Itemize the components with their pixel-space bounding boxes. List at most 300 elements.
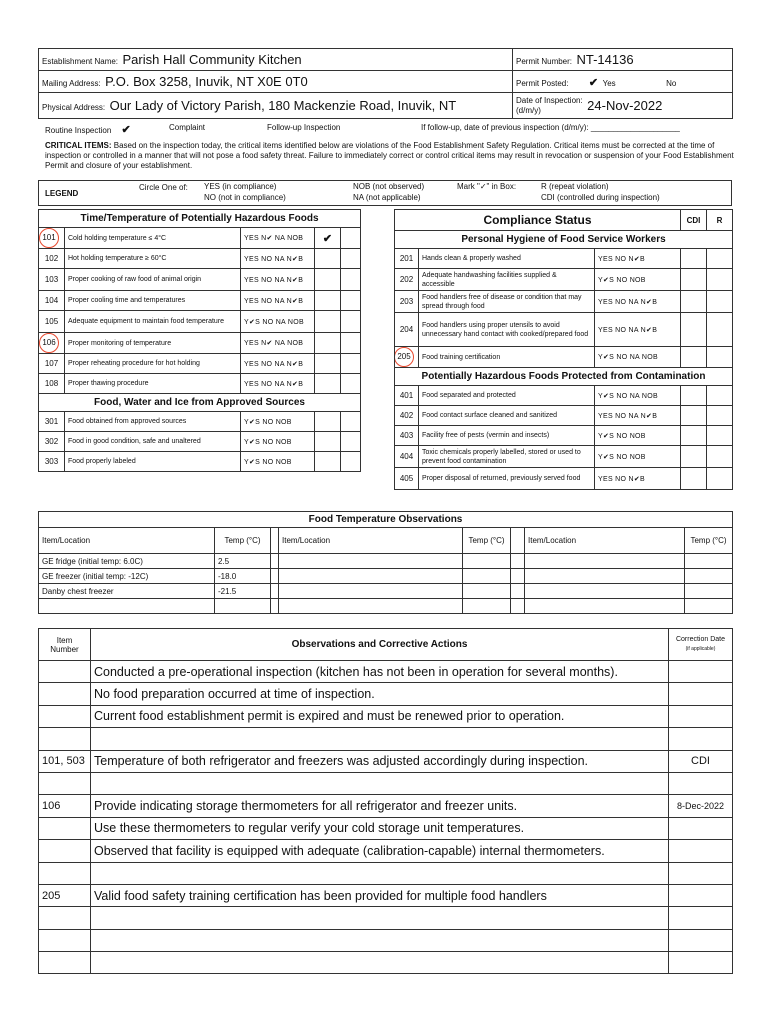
food-temp-row <box>39 599 733 614</box>
obs-text[interactable] <box>91 952 669 974</box>
obs-correction-date[interactable]: 8-Dec-2022 <box>669 795 733 817</box>
item-options[interactable]: YES NO NA N✔B <box>595 313 681 347</box>
compliance-item-401 <box>395 386 733 406</box>
item-options[interactable]: Y✔S NO NA NOB <box>595 386 681 406</box>
item-number <box>39 452 65 472</box>
item-number-text: 202 <box>399 275 414 284</box>
food-temp-empty-cell[interactable] <box>685 569 733 584</box>
section-title: Food, Water and Ice from Approved Sources <box>39 394 361 412</box>
food-temp-row <box>39 554 733 569</box>
food-temp-value[interactable]: -21.5 <box>215 584 271 599</box>
permit-posted-label: Permit Posted: <box>516 78 569 88</box>
item-number-text: 108 <box>44 379 59 388</box>
obs-correction-date[interactable] <box>669 705 733 727</box>
obs-item-number[interactable] <box>39 705 91 727</box>
item-options[interactable]: YES N✔ NA NOB <box>241 333 315 354</box>
food-temp-empty-cell[interactable] <box>525 584 685 599</box>
obs-correction-date[interactable] <box>669 907 733 929</box>
item-cdi-box[interactable] <box>315 249 341 269</box>
item-options[interactable]: YES NO NA N✔B <box>241 269 315 291</box>
item-options[interactable]: Y✔S NO NOB <box>595 269 681 291</box>
item-number-text: 106 <box>39 333 59 353</box>
item-options[interactable]: YES NO NA N✔B <box>241 249 315 269</box>
item-r-box[interactable] <box>341 228 361 249</box>
item-options[interactable]: Y✔S NO NA NOB <box>595 347 681 368</box>
legend <box>38 180 732 206</box>
compliance-item-402 <box>395 406 733 426</box>
item-r-box[interactable] <box>341 269 361 291</box>
permit-number-cell <box>513 49 733 71</box>
item-number <box>395 446 419 468</box>
item-number <box>39 269 65 291</box>
food-temp-value[interactable] <box>215 599 271 614</box>
permit-number[interactable]: NT-14136 <box>576 51 634 67</box>
food-temp-empty-cell[interactable] <box>271 584 279 599</box>
food-temp-empty-cell[interactable] <box>271 554 279 569</box>
item-description: Proper disposal of returned, previously served food <box>419 468 595 490</box>
date-format: (d/m/y) <box>516 105 541 115</box>
obs-correction-date[interactable] <box>669 862 733 884</box>
item-number <box>39 311 65 333</box>
obs-item-number[interactable] <box>39 952 91 974</box>
item-cdi-box[interactable] <box>315 432 341 452</box>
obs-correction-date[interactable] <box>669 772 733 794</box>
item-options[interactable]: YES NO N✔B <box>595 468 681 490</box>
compliance-item-204 <box>395 313 733 347</box>
food-temp-col-temp-2: Temp (°C) <box>463 528 511 554</box>
left-section-0 <box>39 210 377 394</box>
mailing-address[interactable]: P.O. Box 3258, Inuvik, NT X0E 0T0 <box>105 73 308 89</box>
observation-row <box>39 907 733 929</box>
compliance-table-left <box>38 209 377 472</box>
item-number-text: 302 <box>44 437 59 446</box>
compliance-item-205 <box>395 347 733 368</box>
item-options[interactable]: YES N✔ NA NOB <box>241 228 315 249</box>
food-temp-empty-cell[interactable] <box>525 569 685 584</box>
compliance-item-203 <box>395 291 733 313</box>
food-temp-col-item-1: Item/Location <box>39 528 215 554</box>
obs-item-number[interactable] <box>39 728 91 750</box>
item-cdi-box[interactable] <box>681 269 707 291</box>
item-cdi-box[interactable] <box>681 446 707 468</box>
item-r-box[interactable] <box>707 386 733 406</box>
establishment-label: Establishment Name: <box>42 56 119 66</box>
item-r-box[interactable] <box>341 452 361 472</box>
legend-nob: NOB (not observed) <box>353 182 425 191</box>
establishment-cell <box>39 49 513 71</box>
section-title: Personal Hygiene of Food Service Workers <box>395 231 733 249</box>
item-number-text: 401 <box>399 391 414 400</box>
food-temp-empty-cell[interactable] <box>463 599 511 614</box>
item-number <box>395 406 419 426</box>
permit-posted-cell <box>513 71 733 93</box>
physical-cell <box>39 93 513 119</box>
permit-posted-no: No <box>666 78 677 88</box>
compliance-item-102 <box>39 249 377 269</box>
complaint-label[interactable]: Complaint <box>169 123 206 132</box>
compliance-item-104 <box>39 291 377 311</box>
obs-correction-date[interactable]: CDI <box>669 750 733 772</box>
item-description: Proper cooking of raw food of animal origin <box>65 269 241 291</box>
food-temp-empty-cell[interactable] <box>463 554 511 569</box>
item-r-box[interactable] <box>341 249 361 269</box>
item-number-text: 103 <box>44 275 59 284</box>
item-number-text: 203 <box>399 297 414 306</box>
item-description: Food properly labeled <box>65 452 241 472</box>
observation-row <box>39 795 733 817</box>
item-cdi-box[interactable] <box>681 468 707 490</box>
section-title: Time/Temperature of Potentially Hazardous Foods <box>39 210 361 228</box>
item-cdi-box[interactable] <box>315 374 341 394</box>
food-temp-row <box>39 569 733 584</box>
item-number-text: 301 <box>44 417 59 426</box>
obs-col-date: Correction Date <box>675 636 726 643</box>
item-cdi-box[interactable]: ✔ <box>315 228 341 249</box>
physical-label: Physical Address: <box>42 102 106 112</box>
item-r-box[interactable] <box>707 426 733 446</box>
food-temp-empty-cell[interactable] <box>511 599 525 614</box>
food-temp-item[interactable]: GE fridge (initial temp: 6.0C) <box>39 554 215 569</box>
physical-address[interactable]: Our Lady of Victory Parish, 180 Mackenzie Road, Inuvik, NT <box>109 97 457 113</box>
date-cell <box>513 93 733 119</box>
food-temp-empty-cell[interactable] <box>685 554 733 569</box>
item-number <box>39 374 65 394</box>
item-number-text: 404 <box>399 452 414 461</box>
item-cdi-box[interactable] <box>681 426 707 446</box>
item-number <box>39 412 65 432</box>
routine-check[interactable]: ✔ <box>121 124 131 136</box>
obs-correction-date[interactable] <box>669 929 733 951</box>
item-number <box>395 291 419 313</box>
obs-text[interactable]: No food preparation occurred at time of inspection. <box>91 683 669 705</box>
obs-item-number[interactable] <box>39 907 91 929</box>
food-temp-col-temp-1: Temp (°C) <box>215 528 271 554</box>
establishment-name[interactable]: Parish Hall Community Kitchen <box>122 51 302 67</box>
item-options[interactable]: Y✔S NO NOB <box>595 446 681 468</box>
item-description: Food handlers using proper utensils to avoid unnecessary hand contact with cooked/prepared food <box>419 313 595 347</box>
mailing-label: Mailing Address: <box>42 78 101 88</box>
obs-item-number[interactable] <box>39 862 91 884</box>
legend-circle-one: Circle One of: <box>139 183 188 192</box>
item-cdi-box[interactable] <box>315 452 341 472</box>
item-r-box[interactable] <box>707 347 733 368</box>
obs-item-number[interactable] <box>39 661 91 683</box>
item-r-box[interactable] <box>341 333 361 354</box>
food-temp-empty-cell[interactable] <box>279 554 463 569</box>
obs-text[interactable]: Valid food safety training certification has been provided for multiple food handlers <box>91 884 669 906</box>
observation-row <box>39 661 733 683</box>
item-cdi-box[interactable] <box>315 291 341 311</box>
item-options[interactable]: Y✔S NO NOB <box>241 432 315 452</box>
obs-text[interactable] <box>91 772 669 794</box>
item-cdi-box[interactable] <box>315 412 341 432</box>
compliance-title-right: Compliance Status <box>395 210 681 231</box>
food-temp-col-item-3: Item/Location <box>525 528 685 554</box>
obs-text[interactable] <box>91 862 669 884</box>
item-number-text: 402 <box>399 411 414 420</box>
obs-item-number[interactable] <box>39 840 91 862</box>
legend-cdi: CDI (controlled during inspection) <box>541 193 660 202</box>
obs-item-number[interactable]: 101, 503 <box>39 750 91 772</box>
food-temp-empty-cell[interactable] <box>279 569 463 584</box>
item-number-text: 101 <box>39 228 59 248</box>
obs-text[interactable] <box>91 907 669 929</box>
item-number-text: 405 <box>399 474 414 483</box>
item-cdi-box[interactable] <box>681 406 707 426</box>
item-description: Food contact surface cleaned and sanitized <box>419 406 595 426</box>
obs-text[interactable]: Temperature of both refrigerator and freezers was adjusted accordingly during inspection. <box>91 750 669 772</box>
item-number <box>39 291 65 311</box>
critical-items-text: Based on the inspection today, the critical items identified below are violations of the Food Establishment Safety Regulation. Critical items must be corrected at the time of inspection or controlled in a manner that will not pose a food safety threat. Failure to immediately correct or control critical items may result in revocation or suspension of your Food Establishment Permit and closure of your establishment. <box>45 141 734 170</box>
item-options[interactable]: YES NO N✔B <box>595 249 681 269</box>
food-temp-item[interactable]: GE freezer (initial temp: -12C) <box>39 569 215 584</box>
item-number <box>39 432 65 452</box>
item-r-box[interactable] <box>707 291 733 313</box>
item-cdi-box[interactable] <box>315 333 341 354</box>
item-number <box>395 426 419 446</box>
food-temp-row <box>39 584 733 599</box>
observation-row <box>39 840 733 862</box>
observation-row <box>39 772 733 794</box>
compliance-item-106 <box>39 333 377 354</box>
obs-text[interactable] <box>91 728 669 750</box>
item-r-box[interactable] <box>707 313 733 347</box>
food-temp-table <box>38 511 733 614</box>
item-number <box>39 228 65 249</box>
item-options[interactable]: YES NO NA N✔B <box>241 354 315 374</box>
item-number <box>39 249 65 269</box>
item-cdi-box[interactable] <box>315 354 341 374</box>
item-number <box>395 386 419 406</box>
compliance-item-303 <box>39 452 377 472</box>
legend-label: LEGEND <box>45 189 79 198</box>
obs-col-item: Item Number <box>39 629 91 661</box>
item-cdi-box[interactable] <box>681 249 707 269</box>
legend-no: NO (not in compliance) <box>204 193 286 202</box>
item-number-text: 107 <box>44 359 59 368</box>
item-description: Food obtained from approved sources <box>65 412 241 432</box>
food-temp-item[interactable]: Danby chest freezer <box>39 584 215 599</box>
critical-items-label: CRITICAL ITEMS: <box>45 141 112 150</box>
item-options[interactable]: Y✔S NO NOB <box>595 426 681 446</box>
obs-text[interactable]: Provide indicating storage thermometers for all refrigerator and freezer units. <box>91 795 669 817</box>
item-number <box>395 313 419 347</box>
observation-row <box>39 929 733 951</box>
item-description: Proper monitoring of temperature <box>65 333 241 354</box>
item-r-box[interactable] <box>341 432 361 452</box>
item-cdi-box[interactable] <box>315 311 341 333</box>
food-temp-col-item-2: Item/Location <box>279 528 463 554</box>
legend-mark: Mark "✓" in Box: <box>457 182 517 191</box>
item-options[interactable]: YES NO NA N✔B <box>595 291 681 313</box>
item-number <box>395 249 419 269</box>
legend-yes: YES (in compliance) <box>204 182 277 191</box>
obs-correction-date[interactable] <box>669 840 733 862</box>
food-temp-empty-cell[interactable] <box>511 584 525 599</box>
compliance-item-103 <box>39 269 377 291</box>
item-description: Facility free of pests (vermin and insects) <box>419 426 595 446</box>
compliance-item-107 <box>39 354 377 374</box>
legend-r: R (repeat violation) <box>541 182 609 191</box>
food-temp-col-temp-3: Temp (°C) <box>685 528 733 554</box>
inspection-date[interactable]: 24-Nov-2022 <box>587 97 663 113</box>
item-r-box[interactable] <box>707 269 733 291</box>
item-description: Food training certification <box>419 347 595 368</box>
compliance-item-302 <box>39 432 377 452</box>
observation-row <box>39 817 733 839</box>
item-description: Food in good condition, safe and unaltered <box>65 432 241 452</box>
food-temp-empty-cell[interactable] <box>685 584 733 599</box>
obs-text[interactable]: Current food establishment permit is expired and must be renewed prior to operation. <box>91 705 669 727</box>
item-r-box[interactable] <box>707 406 733 426</box>
food-temp-empty-cell[interactable] <box>463 569 511 584</box>
obs-correction-date[interactable] <box>669 683 733 705</box>
followup-label[interactable]: Follow-up Inspection <box>267 123 341 132</box>
section-title: Potentially Hazardous Foods Protected from Contamination <box>395 368 733 386</box>
legend-na: NA (not applicable) <box>353 193 421 202</box>
routine-label: Routine Inspection <box>45 126 112 135</box>
item-cdi-box[interactable] <box>681 386 707 406</box>
item-r-box[interactable] <box>341 412 361 432</box>
item-description: Food handlers free of disease or condition that may spread through food <box>419 291 595 313</box>
item-cdi-box[interactable] <box>681 291 707 313</box>
critical-items-note <box>45 141 735 171</box>
item-description: Proper cooling time and temperatures <box>65 291 241 311</box>
permit-posted-yes: Yes <box>602 78 616 88</box>
date-label: Date of Inspection: <box>516 95 583 105</box>
item-number-text: 403 <box>399 431 414 440</box>
item-r-box[interactable] <box>707 468 733 490</box>
obs-text[interactable]: Use these thermometers to regular verify your cold storage unit temperatures. <box>91 817 669 839</box>
observation-row <box>39 705 733 727</box>
item-description: Toxic chemicals properly labelled, stored or used to prevent food contamination <box>419 446 595 468</box>
item-r-box[interactable] <box>707 446 733 468</box>
item-number-text: 105 <box>44 317 59 326</box>
obs-item-number[interactable] <box>39 683 91 705</box>
item-description: Hands clean & properly washed <box>419 249 595 269</box>
compliance-item-105 <box>39 311 377 333</box>
obs-correction-date[interactable] <box>669 952 733 974</box>
item-number-text: 104 <box>44 296 59 305</box>
observation-row <box>39 683 733 705</box>
obs-correction-date[interactable] <box>669 728 733 750</box>
item-r-box[interactable] <box>707 249 733 269</box>
item-number <box>39 333 65 354</box>
r-header-right: R <box>707 210 733 231</box>
obs-item-number[interactable]: 106 <box>39 795 91 817</box>
compliance-table-right <box>394 209 733 490</box>
item-number-text: 102 <box>44 254 59 263</box>
obs-col-date-sub: (if applicable) <box>685 646 716 652</box>
right-section-0 <box>395 231 733 368</box>
left-section-1 <box>39 394 377 472</box>
header-table <box>38 48 733 119</box>
item-options[interactable]: Y✔S NO NOB <box>241 412 315 432</box>
observation-row <box>39 750 733 772</box>
item-r-box[interactable] <box>341 291 361 311</box>
compliance-item-404 <box>395 446 733 468</box>
compliance-item-201 <box>395 249 733 269</box>
observation-row <box>39 952 733 974</box>
item-options[interactable]: Y✔S NO NOB <box>241 452 315 472</box>
permit-posted-check[interactable]: ✔ <box>588 76 599 89</box>
obs-text[interactable]: Conducted a pre-operational inspection (kitchen has not been in operation for several months). <box>91 661 669 683</box>
observations-table <box>38 628 733 974</box>
food-temp-item[interactable] <box>39 599 215 614</box>
item-number <box>395 468 419 490</box>
obs-correction-date[interactable] <box>669 884 733 906</box>
item-cdi-box[interactable] <box>315 269 341 291</box>
item-cdi-box[interactable] <box>681 347 707 368</box>
food-temp-empty-cell[interactable] <box>685 599 733 614</box>
item-number-text: 204 <box>399 325 414 334</box>
compliance-item-101 <box>39 228 377 249</box>
observation-row <box>39 728 733 750</box>
mailing-cell <box>39 71 513 93</box>
obs-text[interactable]: Observed that facility is equipped with adequate (calibration-capable) internal thermometers. <box>91 840 669 862</box>
food-temp-empty-cell[interactable] <box>279 599 463 614</box>
compliance-item-108 <box>39 374 377 394</box>
item-number <box>39 354 65 374</box>
obs-item-number[interactable]: 205 <box>39 884 91 906</box>
food-temp-empty-cell[interactable] <box>271 569 279 584</box>
item-r-box[interactable] <box>341 354 361 374</box>
observation-row <box>39 862 733 884</box>
obs-item-number[interactable] <box>39 929 91 951</box>
item-number-text: 303 <box>44 457 59 466</box>
obs-correction-date[interactable] <box>669 817 733 839</box>
food-temp-empty-cell[interactable] <box>271 599 279 614</box>
inspection-type-row <box>45 123 735 137</box>
food-temp-empty-cell[interactable] <box>463 584 511 599</box>
item-options[interactable]: YES NO NA N✔B <box>241 291 315 311</box>
item-description: Proper reheating procedure for hot holding <box>65 354 241 374</box>
item-description: Hot holding temperature ≥ 60°C <box>65 249 241 269</box>
item-r-box[interactable] <box>341 311 361 333</box>
food-temp-empty-cell[interactable] <box>279 584 463 599</box>
food-temp-value[interactable]: -18.0 <box>215 569 271 584</box>
obs-item-number[interactable] <box>39 772 91 794</box>
followup-date[interactable]: If follow-up, date of previous inspection (d/m/y): ____________________ <box>421 123 680 132</box>
food-temp-empty-cell[interactable] <box>525 599 685 614</box>
item-options[interactable]: YES NO NA N✔B <box>595 406 681 426</box>
compliance-item-405 <box>395 468 733 490</box>
right-section-1 <box>395 368 733 490</box>
compliance-item-202 <box>395 269 733 291</box>
obs-item-number[interactable] <box>39 817 91 839</box>
observation-row <box>39 884 733 906</box>
obs-col-date-cell <box>669 629 733 661</box>
food-temp-title: Food Temperature Observations <box>39 512 733 528</box>
item-description: Food separated and protected <box>419 386 595 406</box>
food-temp-value[interactable]: 2.5 <box>215 554 271 569</box>
item-number <box>395 347 419 368</box>
compliance-item-403 <box>395 426 733 446</box>
item-options[interactable]: YES NO NA N✔B <box>241 374 315 394</box>
cdi-header-right: CDI <box>681 210 707 231</box>
food-temp-empty-cell[interactable] <box>525 554 685 569</box>
obs-correction-date[interactable] <box>669 661 733 683</box>
item-r-box[interactable] <box>341 374 361 394</box>
item-cdi-box[interactable] <box>681 313 707 347</box>
food-temp-empty-cell[interactable] <box>511 569 525 584</box>
item-description: Adequate handwashing facilities supplied & accessible <box>419 269 595 291</box>
item-number-text: 201 <box>399 254 414 263</box>
item-options[interactable]: Y✔S NO NA NOB <box>241 311 315 333</box>
obs-text[interactable] <box>91 929 669 951</box>
item-number-text: 205 <box>395 347 415 367</box>
food-temp-empty-cell[interactable] <box>511 554 525 569</box>
